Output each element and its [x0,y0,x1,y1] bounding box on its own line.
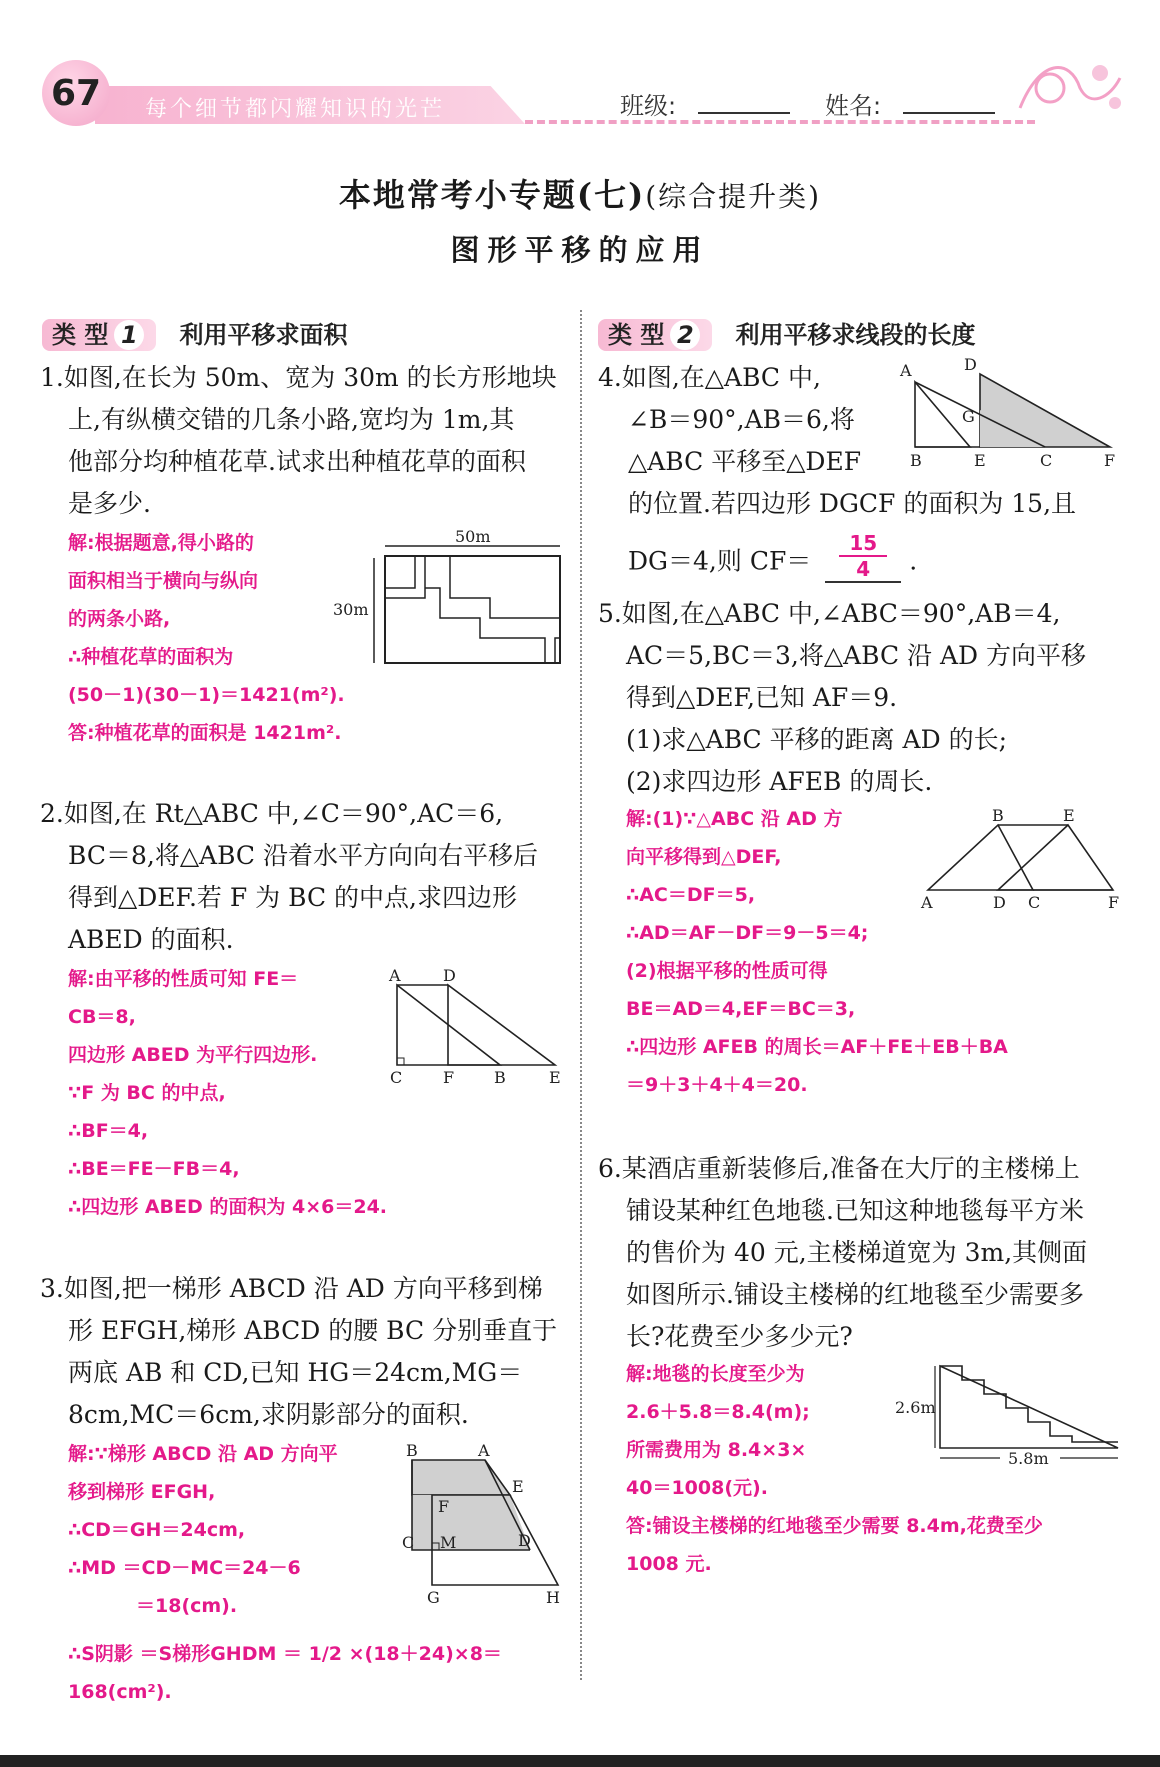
sol-line: CB＝8, [68,1006,136,1028]
class-blank[interactable] [698,112,790,114]
q5-label: D [993,893,1006,912]
sol-line: ∴BE＝FE－FB＝4, [68,1158,240,1180]
q6-line: 6.某酒店重新装修后,准备在大厅的主楼梯上 [598,1154,1080,1183]
q1-figure [330,528,565,673]
main-title-sub: (综合提升类) [645,180,822,213]
q2-label: D [443,966,456,985]
q5-label: A [921,893,933,912]
q3-label: E [512,1477,524,1496]
q4-label: G [962,407,975,426]
q5-line: AC＝5,BC＝3,将△ABC 沿 AD 方向平移 [626,641,1087,670]
sol-line: (2)根据平移的性质可得 [626,960,828,982]
q2-line: 2.如图,在 Rt△ABC 中,∠C＝90°,AC＝6, [40,799,504,828]
sol-line: 2.6＋5.8＝8.4(m); [626,1401,810,1423]
type-1-header [42,315,347,350]
q6-width-label: 5.8m [1008,1449,1049,1468]
q6-text [598,1148,1128,1358]
q4-line: △ABC 平移至△DEF [628,447,862,476]
q5-label: F [1108,893,1120,912]
header-dash [525,120,1035,124]
sol-line: (50－1)(30－1)＝1421(m²). [68,684,345,706]
sol-line: 答:铺设主楼梯的红地毯至少需要 8.4m,花费至少 [626,1515,1043,1537]
sol-line: BE＝AD＝4,EF＝BC＝3, [626,998,856,1020]
type-1-label: 类 型 [52,321,109,349]
q5-label: E [1063,806,1075,825]
q2-label: C [390,1068,403,1087]
q1-solution [68,524,368,752]
name-blank[interactable] [903,112,995,114]
sol-line: ＝9＋3＋4＋4＝20. [626,1074,808,1096]
q5-line: (2)求四边形 AFEB 的周长. [626,767,933,796]
q4-label: C [1040,451,1053,470]
q1-width-label: 50m [455,527,491,546]
flourish-icon [1010,48,1130,128]
q4-figure [900,355,1125,472]
q4-answer-line: DG＝4,则 CF＝ $\frac{15}{4}$ . [628,531,918,581]
type-2-badge [598,319,712,351]
class-label: 班级: [620,92,677,120]
q2-label: A [389,966,401,985]
q4-answer-den: 4 [856,557,871,581]
bottom-bar [0,1755,1160,1767]
q3-label: D [518,1531,531,1550]
q1-line: 1.如图,在长为 50m、宽为 30m 的长方形地块 [40,363,557,392]
q2-label: F [443,1068,455,1087]
q3-label: G [427,1588,440,1607]
q2-label: E [549,1068,561,1087]
q4-answer-num: 15 [849,531,878,555]
q6-line: 长?花费至少多少元? [626,1322,853,1351]
sol-line: ＝18(cm). [136,1595,238,1617]
q4-label: D [964,355,977,374]
sol-line: 的两条小路, [68,608,171,630]
sol-line: ∴四边形 ABED 的面积为 4×6＝24. [68,1196,388,1218]
sol-line: ∴MD ＝CD－MC＝24－6 [68,1557,301,1579]
sol-line: ∴BF＝4, [68,1120,149,1142]
q1-text [40,357,560,525]
q1-paths [385,556,560,663]
q3-line: 3.如图,把一梯形 ABCD 沿 AD 方向平移到梯 [40,1274,543,1303]
type-1-num: 1 [114,320,144,350]
q1-height-label: 30m [333,600,369,619]
type-2-header [598,315,975,350]
q3-line: 8cm,MC＝6cm,求阴影部分的面积. [68,1400,469,1429]
sol-line: 四边形 ABED 为平行四边形. [68,1044,318,1066]
sol-line: ∴种植花草的面积为 [68,646,234,668]
type-1-badge [42,319,156,351]
q3-label: B [406,1441,418,1460]
sol-line: 向平移得到△DEF, [626,846,782,868]
type-1-title: 利用平移求面积 [179,321,348,349]
q4-label: A [900,361,912,380]
main-title [0,170,1160,216]
sol-line: ∴AC＝DF＝5, [626,884,756,906]
q1-field-rect [385,556,560,663]
q2-line: 得到△DEF.若 F 为 BC 的中点,求四边形 [68,883,517,912]
sol-line: ∴AD＝AF－DF＝9－5＝4; [626,922,869,944]
sol-line: 40＝1008(元). [626,1477,768,1499]
sol-line: ∵F 为 BC 的中点, [68,1082,226,1104]
q3-line: 形 EFGH,梯形 ABCD 的腰 BC 分别垂直于 [68,1316,558,1345]
sol-line: ∴四边形 AFEB 的周长＝AF＋FE＋EB＋BA [626,1036,1008,1058]
q6-line: 铺设某种红色地毯.已知这种地毯每平方米 [626,1196,1084,1225]
motto: 每个细节都闪耀知识的光芒 [145,97,446,122]
q4-text-bottom [628,483,1148,589]
name-label: 姓名: [825,92,882,120]
q4-text-top [598,357,898,483]
q3-line: 两底 AB 和 CD,已知 HG＝24cm,MG＝ [68,1358,523,1387]
sol-line: 解:由平移的性质可知 FE＝ [68,968,299,990]
page-number: 67 [42,60,110,126]
sub-title: 图形平移的应用 [450,233,710,267]
q5-line: 5.如图,在△ABC 中,∠ABC＝90°,AB＝4, [598,599,1061,628]
q4-line: DG＝4,则 CF＝ [628,546,812,576]
sol-line: ∴S阴影 ＝S梯形GHDM ＝ 1/2 ×(18＋24)×8＝168(cm²). [68,1643,502,1703]
q2-text [40,793,560,961]
q6-line: 如图所示.铺设主楼梯的红地毯至少需要多 [626,1280,1084,1309]
q3-text [40,1268,560,1436]
q2-line: ABED 的面积. [68,925,234,954]
q3-label: A [478,1441,490,1460]
type-2-title: 利用平移求线段的长度 [735,321,976,349]
q4-label: B [910,451,922,470]
q4-answer-blank[interactable] [825,531,901,583]
q1-line: 他部分均种植花草.试求出种植花草的面积 [68,447,526,476]
q2-label: B [494,1068,506,1087]
q5-line: 得到△DEF,已知 AF＝9. [626,683,898,712]
sol-line: 移到梯形 EFGH, [68,1481,216,1503]
main-title-text: 本地常考小专题(七) [338,176,646,214]
q3-label: M [440,1533,457,1552]
sol-line: 解:地毯的长度至少为 [626,1363,805,1385]
sol-line: 所需费用为 8.4×3× [626,1439,807,1461]
q5-line: (1)求△ABC 平移的距离 AD 的长; [626,725,1008,754]
q3-label: H [546,1588,560,1607]
type-2-label: 类 型 [608,321,665,349]
q4-line: ∠B＝90°,AB＝6,将 [628,405,855,434]
type-2-num: 2 [670,320,700,350]
q1-line: 是多少. [68,489,151,518]
q4-line: 的位置.若四边形 DGCF 的面积为 15,且 [628,489,1077,518]
sol-line: 面积相当于横向与纵向 [68,570,259,592]
q6-line: 的售价为 40 元,主楼梯道宽为 3m,其侧面 [626,1238,1088,1267]
q2-line: BC＝8,将△ABC 沿着水平方向向右平移后 [68,841,539,870]
q3-label: F [438,1497,450,1516]
q5-text [598,593,1128,803]
q5-label: C [1028,893,1041,912]
sol-line: 解:(1)∵△ABC 沿 AD 方 [626,808,843,830]
q1-line: 上,有纵横交错的几条小路,宽均为 1m,其 [68,405,515,434]
sol-line: 解:∵梯形 ABCD 沿 AD 方向平 [68,1443,338,1465]
q2-figure [385,965,565,1085]
q5-label: B [992,806,1004,825]
q5-figure [918,805,1128,915]
sol-line: 解:根据题意,得小路的 [68,532,254,554]
q6-height-label: 2.6m [895,1398,936,1417]
q4-label: E [974,451,986,470]
sol-line: 1008 元. [626,1553,712,1575]
q6-figure [890,1358,1120,1473]
sol-line: ∴CD＝GH＝24cm, [68,1519,246,1541]
q3-label: C [402,1533,415,1552]
q4-label: F [1104,451,1116,470]
q4-line: 4.如图,在△ABC 中, [598,363,821,392]
q3-figure [400,1440,570,1607]
sol-line: 答:种植花草的面积是 1421m². [68,722,342,744]
